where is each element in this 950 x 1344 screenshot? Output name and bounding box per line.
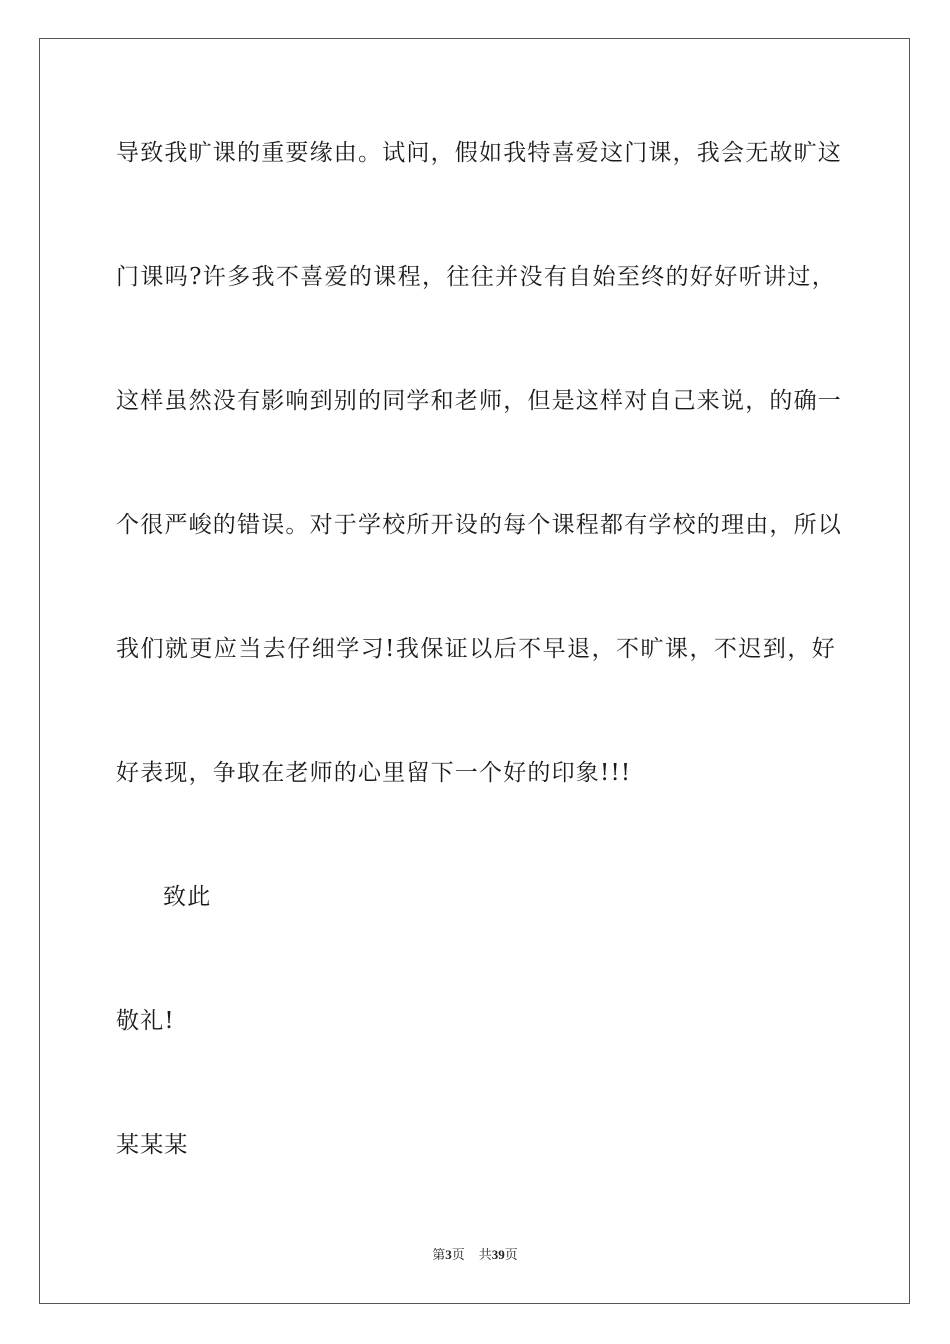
page-suffix: 页 — [451, 1248, 465, 1263]
body-text-line-6: 好表现，争取在老师的心里留下一个好的印象!!! — [116, 760, 632, 786]
page-frame — [39, 38, 910, 1304]
page-prefix: 第 — [432, 1248, 446, 1263]
closing-text: 致此 — [163, 884, 212, 910]
body-text-line-3: 这样虽然没有影响到别的同学和老师，但是这样对自己来说，的确一 — [116, 388, 842, 414]
total-prefix: 共 — [478, 1248, 492, 1263]
page-number: 3 — [445, 1247, 452, 1262]
body-text-line-5: 我们就更应当去仔细学习!我保证以后不早退，不旷课，不迟到，好 — [116, 636, 836, 662]
body-text-line-2: 门课吗?许多我不喜爱的课程，往往并没有自始至终的好好听讲过， — [116, 264, 836, 290]
total-pages: 39 — [491, 1247, 505, 1262]
body-text-line-4: 个很严峻的错误。对于学校所开设的每个课程都有学校的理由，所以 — [116, 512, 842, 538]
body-text-line-1: 导致我旷课的重要缘由。试问，假如我特喜爱这门课，我会无故旷这 — [116, 140, 842, 166]
signature: 某某某 — [116, 1132, 189, 1158]
total-suffix: 页 — [504, 1248, 518, 1263]
salute-text: 敬礼! — [116, 1008, 175, 1034]
page-footer — [0, 1246, 950, 1265]
